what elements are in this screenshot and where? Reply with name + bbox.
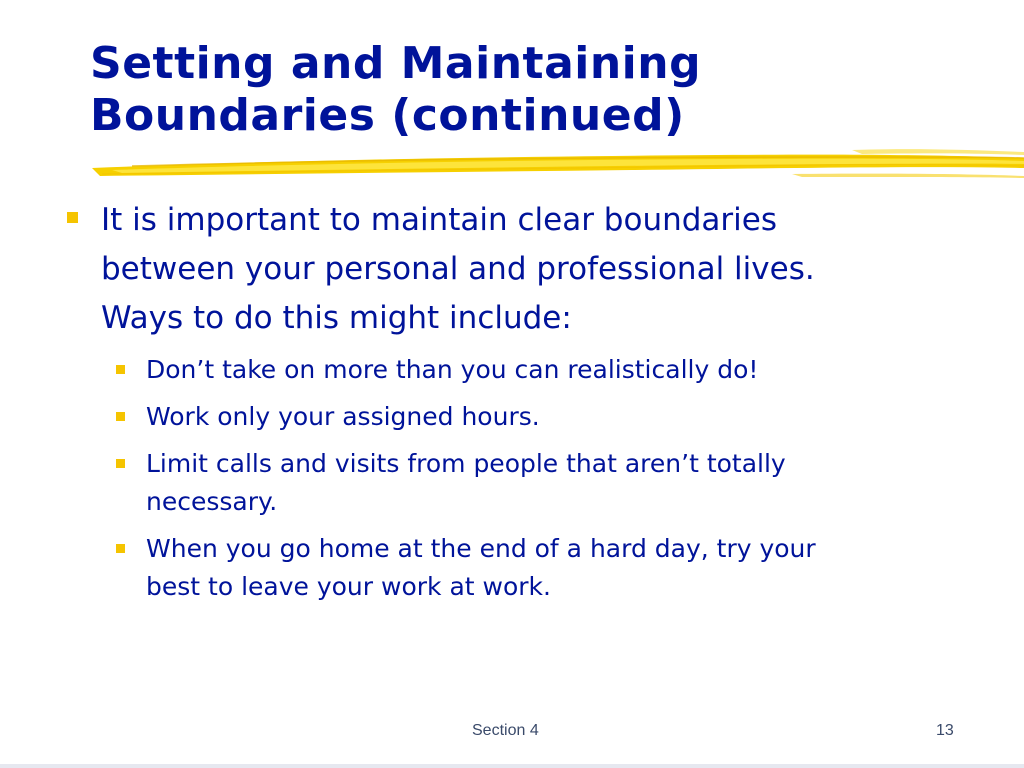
- square-bullet-icon: [116, 459, 125, 468]
- sub-bullet-4-line-2: best to leave your work at work.: [146, 572, 551, 601]
- main-bullet-line-1: It is important to maintain clear boundaries: [101, 202, 777, 238]
- sub-bullet-1-line-1: Don’t take on more than you can realistically do!: [146, 355, 759, 384]
- sub-bullet-4: [60, 530, 1000, 606]
- main-bullet-line-2: between your personal and professional lives.: [101, 251, 815, 287]
- main-bullet-line-3: Ways to do this might include:: [101, 300, 572, 336]
- main-bullet: [60, 196, 1000, 343]
- square-bullet-icon: [116, 412, 125, 421]
- sub-bullet-3: [60, 445, 1000, 521]
- title-line-2: Boundaries (continued): [90, 90, 685, 141]
- footer-page-number: 13: [936, 722, 954, 739]
- sub-bullet-3-line-1: Limit calls and visits from people that aren’t totally: [146, 449, 786, 478]
- slide-content: [60, 196, 1000, 615]
- square-bullet-icon: [116, 544, 125, 553]
- slide-title: [90, 38, 990, 142]
- sub-bullet-2-line-1: Work only your assigned hours.: [146, 402, 540, 431]
- footer-section-label: Section 4: [472, 722, 539, 739]
- title-line-1: Setting and Maintaining: [90, 38, 702, 89]
- square-bullet-icon: [67, 212, 78, 223]
- sub-bullet-3-line-2: necessary.: [146, 487, 278, 516]
- sub-bullet-1: [60, 351, 1000, 389]
- square-bullet-icon: [116, 365, 125, 374]
- sub-bullet-4-line-1: When you go home at the end of a hard day, try your: [146, 534, 816, 563]
- bottom-divider: [0, 764, 1024, 768]
- sub-bullet-list: [60, 351, 1000, 606]
- sub-bullet-2: [60, 398, 1000, 436]
- title-underline-brush-stroke: [92, 146, 1024, 186]
